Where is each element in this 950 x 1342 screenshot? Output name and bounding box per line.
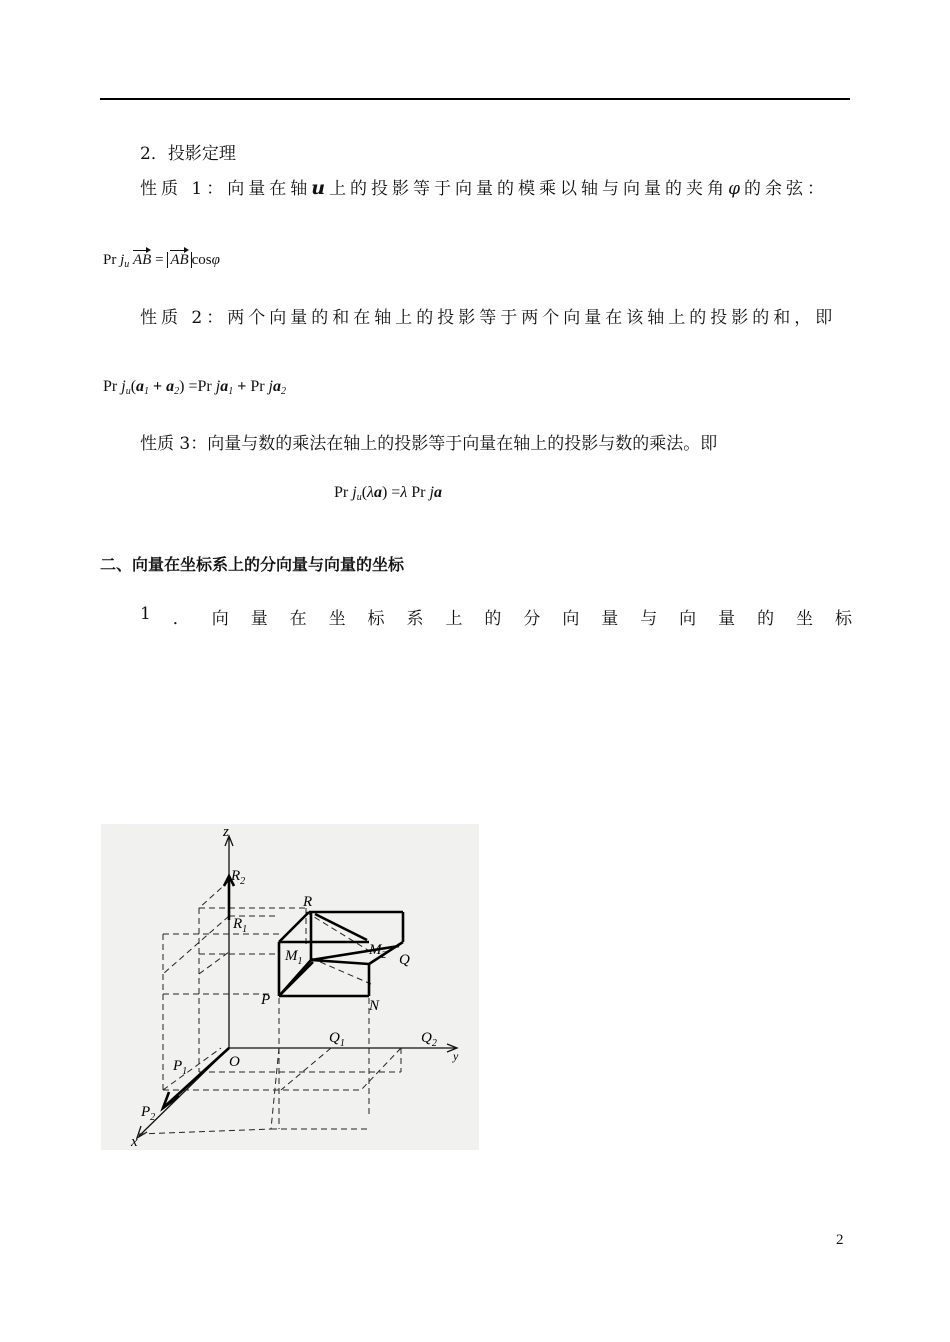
section-heading-coordinates: 二、向量在坐标系上的分向量与向量的坐标	[100, 555, 405, 574]
label-r2: $R_2$	[231, 868, 246, 887]
x-axis-arrowhead	[137, 1126, 147, 1138]
subsection-char: 坐	[796, 609, 814, 629]
dashed-edge	[139, 1129, 271, 1134]
formula1-cos: cos	[191, 252, 212, 268]
label-origin: O	[229, 1054, 240, 1070]
formula3-lambda: λ	[367, 484, 374, 501]
dashed-edge	[361, 1048, 401, 1090]
subsection-char: 向	[211, 609, 229, 629]
angle-phi-symbol: φ	[728, 179, 744, 199]
dashed-edge	[271, 1048, 279, 1129]
formula3-a: a	[373, 484, 382, 501]
property-1-text	[140, 176, 828, 201]
label-z: z	[223, 824, 229, 840]
formula2-a2: a	[166, 378, 175, 395]
label-y: y	[453, 1049, 459, 1063]
formula-projection-scalar	[334, 484, 442, 503]
formula2-a4-sub: 2	[281, 386, 286, 397]
bold-edge	[311, 960, 369, 964]
label-p2: $P_2$	[141, 1104, 156, 1123]
subsection-char: 量	[601, 609, 619, 629]
formula2-j2: j	[215, 378, 221, 395]
coordinate-diagram-svg	[101, 824, 479, 1150]
subsection-char: 分	[523, 609, 541, 629]
subsection-char: 的	[484, 609, 502, 629]
property-1-end: 的余弦：	[743, 179, 828, 199]
label-r: R	[303, 894, 313, 910]
formula1-phi: φ	[211, 252, 220, 268]
formula-projection-sum	[103, 378, 286, 397]
formula2-pr3: Pr	[250, 378, 265, 395]
formula2-open-paren: (	[130, 378, 137, 395]
property-1-suffix: 上的投影等于向量的模乘以轴与向量的夹角	[329, 179, 729, 199]
formula2-pr2: Pr	[197, 378, 212, 395]
dashed-edge	[163, 916, 229, 974]
formula3-pr2: Pr	[411, 484, 426, 501]
header-rule	[100, 98, 850, 100]
label-q1: $Q_1$	[329, 1030, 345, 1049]
subsection-char: 上	[445, 609, 463, 629]
formula2-a3: a	[220, 378, 229, 395]
dashed-edge	[281, 1048, 331, 1090]
subsection-char: 坐	[328, 609, 346, 629]
formula2-a1-sub: 1	[144, 386, 150, 397]
formula3-lambda2: λ	[400, 484, 408, 501]
label-q2: $Q_2$	[421, 1030, 437, 1049]
formula2-a2-sub: 2	[174, 386, 180, 397]
coordinate-diagram-figure	[101, 824, 479, 1150]
formula3-sub-u: u	[356, 492, 362, 503]
formula2-a1: a	[136, 378, 145, 395]
formula3-close-paren: )	[381, 484, 388, 501]
formula2-plus: +	[153, 378, 163, 395]
subsection-char: ．	[172, 609, 190, 629]
subsection-char: 在	[289, 609, 307, 629]
formula3-equals: =	[391, 484, 401, 501]
section-title-projection-theorem: 2．投影定理	[140, 144, 236, 164]
label-r1: $R_1$	[233, 916, 248, 935]
formula3-j2: j	[429, 484, 434, 501]
formula3-a2: a	[433, 484, 442, 501]
formula2-j3: j	[268, 378, 273, 395]
formula1-j: j	[120, 252, 125, 268]
subsection-char: 的	[757, 609, 775, 629]
formula1-pr: Pr	[103, 252, 117, 268]
formula2-a3-sub: 1	[228, 386, 234, 397]
subsection-char: 与	[640, 609, 658, 629]
bold-edge	[279, 912, 309, 942]
formula3-open-paren: (	[361, 484, 368, 501]
bold-edge	[279, 962, 313, 996]
page-number: 2	[836, 1232, 844, 1248]
label-p1: $P_1$	[173, 1058, 188, 1077]
label-m2: $M_2$	[369, 942, 387, 961]
dashed-edge	[306, 912, 371, 952]
formula3-pr: Pr	[334, 484, 349, 501]
formula2-a4: a	[273, 378, 281, 395]
formula2-j: j	[121, 378, 126, 395]
subsection-char: 标	[834, 609, 852, 629]
dashed-edge	[199, 952, 229, 974]
label-q: Q	[399, 952, 410, 968]
formula2-equals: =	[188, 378, 198, 395]
formula1-sub-u: u	[124, 259, 130, 270]
property-2-text: 性质 2：两个向量的和在轴上的投影等于两个向量在该轴上的投影的和，即	[140, 308, 837, 328]
label-m1: $M_1$	[285, 948, 303, 967]
subsection-char: 1	[140, 604, 151, 624]
formula2-plus2: +	[237, 378, 247, 395]
axis-u-symbol: u	[311, 177, 330, 199]
formula1-vector-ab-modulus: AB	[170, 252, 189, 268]
label-p: P	[261, 992, 271, 1008]
subsection-char: 量	[250, 609, 268, 629]
formula3-j: j	[352, 484, 357, 501]
subsection-char: 向	[679, 609, 697, 629]
bold-vector-rm2	[315, 914, 367, 940]
property-3-text: 性质 3：向量与数的乘法在轴上的投影等于向量在轴上的投影与数的乘法。即	[140, 434, 718, 454]
label-x: x	[131, 1134, 138, 1150]
formula2-sub-u: u	[125, 386, 131, 397]
subsection-char: 系	[406, 609, 424, 629]
subsection-title-justified	[140, 604, 852, 629]
formula1-vector-ab: AB	[133, 252, 152, 268]
subsection-char: 标	[367, 609, 385, 629]
formula2-pr: Pr	[103, 378, 118, 395]
formula1-equals: =	[155, 252, 164, 268]
subsection-char: 量	[718, 609, 736, 629]
subsection-char: 向	[562, 609, 580, 629]
formula-projection-modulus	[103, 252, 220, 270]
label-n: N	[369, 998, 380, 1014]
formula2-close-paren: )	[179, 378, 185, 395]
property-1-prefix: 性质 1：向量在轴	[140, 179, 312, 199]
